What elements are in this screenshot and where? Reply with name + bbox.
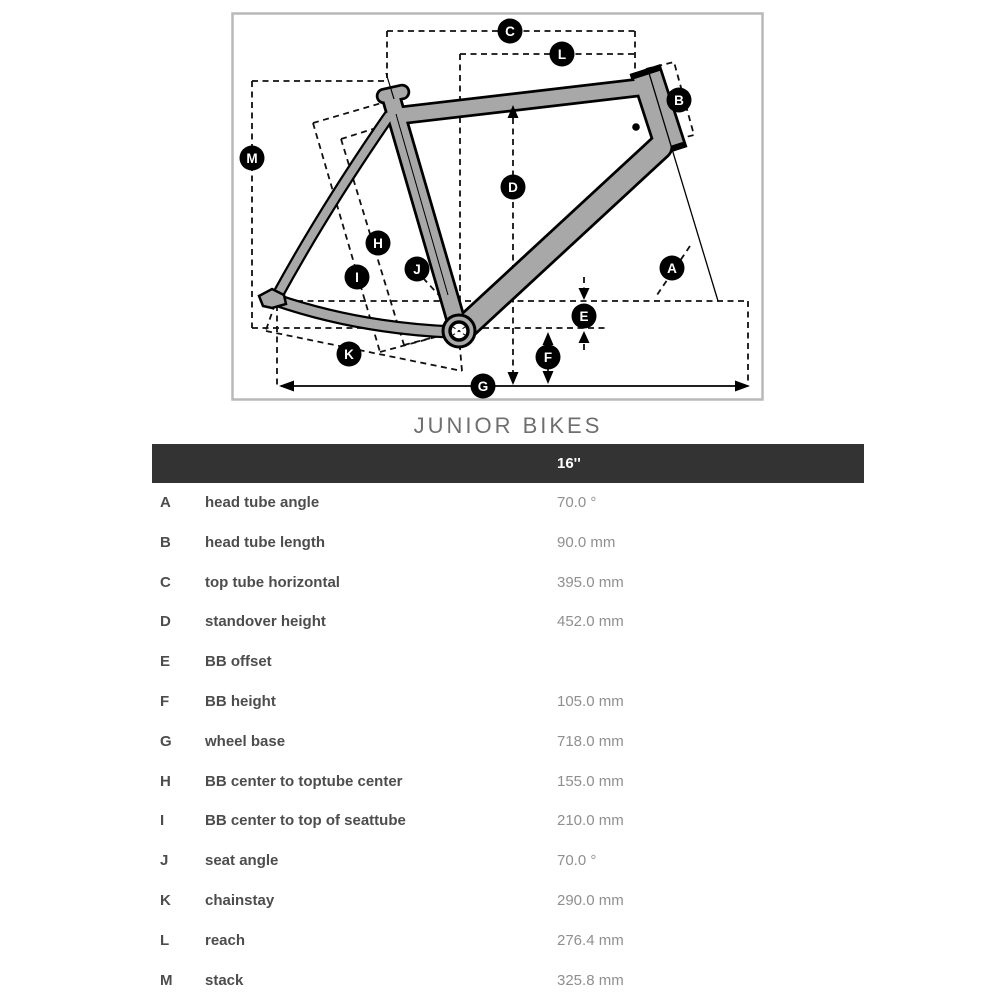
diagram-label-D (501, 175, 526, 200)
row-letter: J (160, 852, 169, 870)
row-value: 70.0 ° (557, 852, 597, 870)
svg-text:K: K (344, 346, 354, 362)
diagram-label-L (550, 42, 575, 67)
table-rows (152, 483, 864, 1000)
table-header (152, 444, 864, 483)
row-value: 452.0 mm (557, 613, 624, 631)
row-label: head tube angle (205, 494, 320, 511)
diagram-label-B (667, 88, 692, 113)
row-letter: C (160, 573, 171, 591)
svg-text:B: B (674, 92, 684, 108)
table-row (152, 602, 864, 642)
row-letter: F (160, 692, 170, 710)
row-letter: I (160, 812, 165, 830)
table-row (152, 682, 864, 722)
diagram-label-I (345, 265, 370, 290)
row-label: chainstay (205, 891, 275, 909)
svg-text:H: H (373, 235, 383, 251)
row-label: wheel base (205, 732, 286, 750)
row-label: top tube horizontal (205, 573, 340, 591)
row-value: 210.0 mm (557, 812, 624, 830)
table-row (152, 722, 864, 762)
row-value: 325.8 mm (557, 971, 624, 989)
diagram-label-F (536, 345, 561, 370)
frame-dot (632, 123, 640, 131)
svg-text:E: E (579, 308, 589, 324)
row-label: BB center to top of seattube (205, 812, 406, 830)
diagram-border (233, 14, 763, 400)
row-value: 105.0 mm (557, 692, 624, 710)
row-label: reach (205, 931, 246, 949)
row-label: BB offset (205, 653, 272, 671)
row-label: stack (205, 971, 244, 989)
row-value: 718.0 mm (557, 732, 624, 750)
svg-text:C: C (505, 23, 515, 39)
row-letter: B (160, 533, 171, 551)
row-label: standover height (205, 613, 326, 631)
table-row (152, 523, 864, 563)
table-row (152, 762, 864, 802)
table-row (152, 642, 864, 682)
table-row (152, 483, 864, 523)
row-letter: A (160, 494, 171, 511)
row-label: seat angle (205, 852, 279, 870)
svg-text:J: J (413, 261, 421, 277)
svg-text:D: D (508, 179, 518, 195)
row-letter: M (160, 971, 173, 989)
row-letter: D (160, 613, 171, 631)
row-value: 290.0 mm (557, 891, 624, 909)
row-value: 155.0 mm (557, 772, 624, 790)
diagram-label-M (240, 146, 265, 171)
row-label: head tube length (205, 533, 325, 551)
diagram-label-J (405, 257, 430, 282)
page-title: JUNIOR BIKES (413, 413, 603, 438)
table-row (152, 881, 864, 921)
row-value: 70.0 ° (557, 494, 597, 511)
diagram-label-E (572, 304, 597, 329)
size-column-header: 16'' (557, 455, 581, 472)
svg-text:I: I (355, 269, 359, 285)
row-value: 276.4 mm (557, 931, 624, 949)
row-label: BB center to toptube center (205, 772, 403, 790)
svg-text:F: F (543, 349, 553, 365)
row-value: 395.0 mm (557, 573, 624, 591)
diagram-label-H (366, 231, 391, 256)
table-row (152, 921, 864, 961)
row-letter: G (160, 732, 172, 750)
row-letter: K (160, 891, 171, 909)
table-row (152, 563, 864, 603)
table-row (152, 841, 864, 881)
svg-text:M: M (246, 150, 258, 166)
row-letter: L (160, 931, 170, 949)
diagram-label-G (471, 374, 496, 399)
svg-text:G: G (477, 378, 489, 394)
table-row (152, 961, 864, 1000)
diagram-label-K (337, 342, 362, 367)
row-label: BB height (205, 692, 276, 710)
table-row (152, 801, 864, 841)
svg-text:L: L (557, 46, 567, 62)
row-letter: H (160, 772, 171, 790)
svg-text:A: A (667, 260, 677, 276)
geometry-diagram (0, 0, 1000, 410)
diagram-label-C (498, 19, 523, 44)
diagram-label-A (660, 256, 685, 281)
row-value: 90.0 mm (557, 533, 616, 551)
row-letter: E (160, 653, 171, 671)
